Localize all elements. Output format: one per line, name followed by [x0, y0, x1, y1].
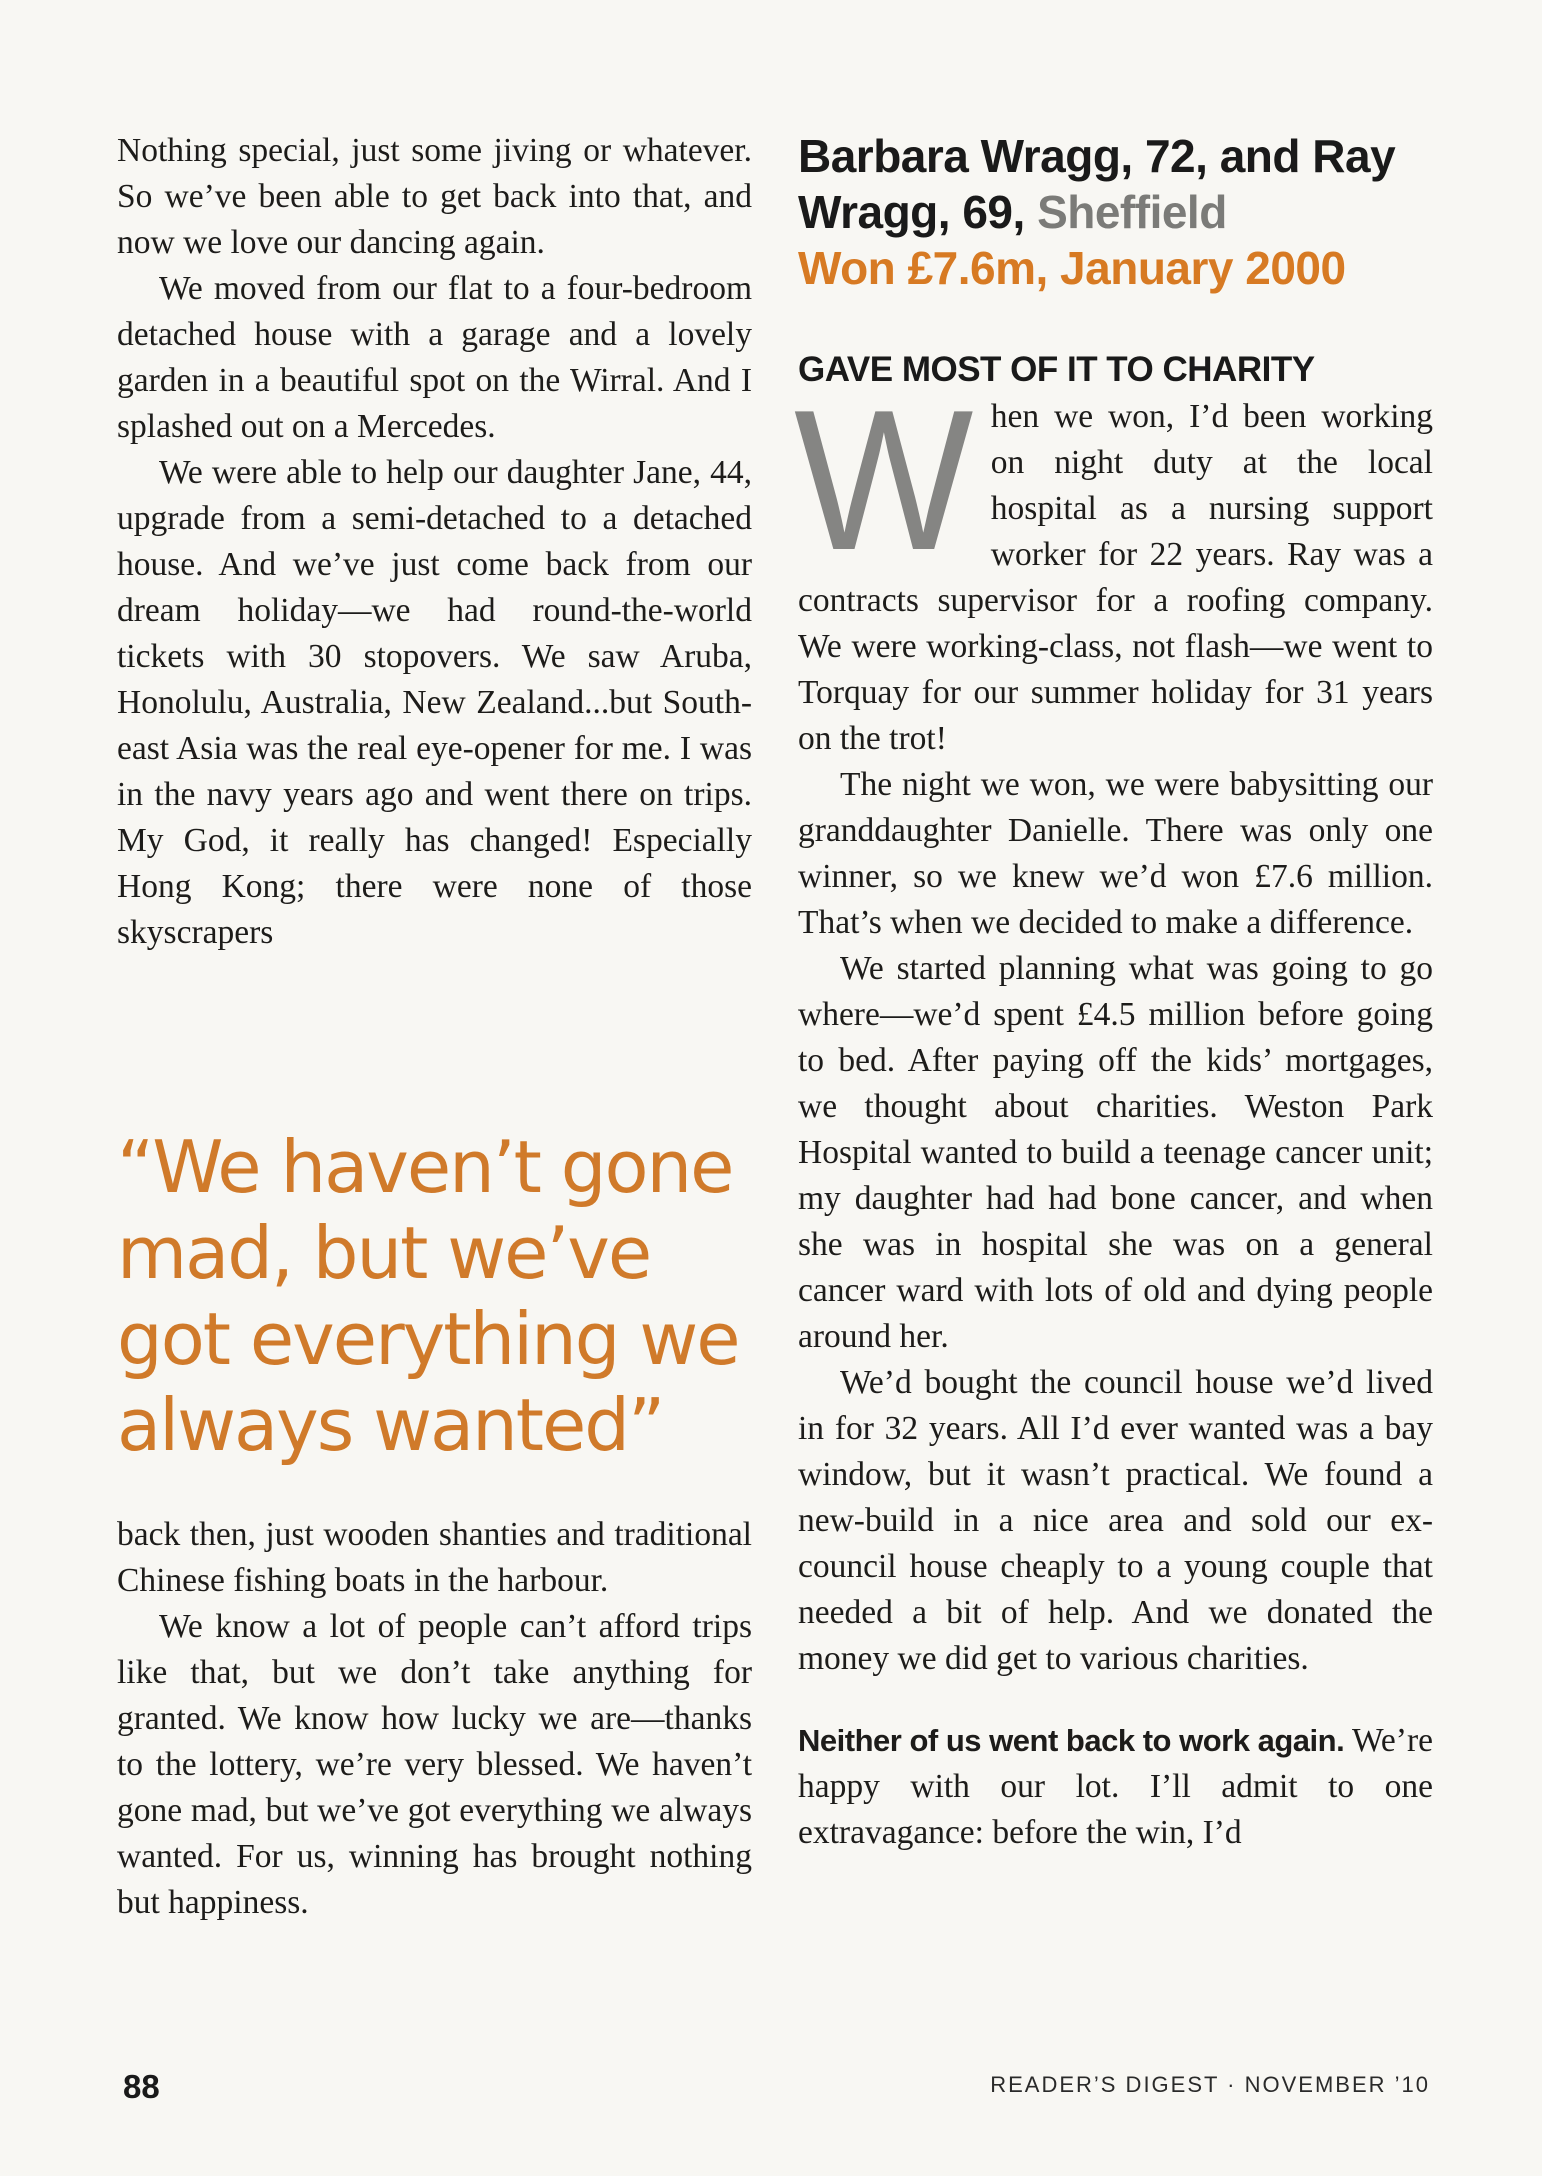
- pull-quote: “We haven’t gone mad, but we’ve got everything we always wanted”: [117, 1125, 739, 1467]
- last-paragraph-text: We’re happy with our lot. I’ll admit to one extravagance: before the win, I’d: [798, 1722, 1433, 1851]
- heading-names: Barbara Wragg, 72, and Ray Wragg, 69,: [798, 130, 1396, 238]
- body-paragraph: Nothing special, just some jiving or whatever. So we’ve been able to get back into that, and now we love our dancing again.: [117, 132, 752, 261]
- first-paragraph-text: hen we won, I’d been working on night duty at the local hospital as a nursing support worker for 22 years. Ray was a contracts supervisor for a roofing company. We were working-class, not flash—we went to Torquay for our summer holiday for 31 years on the trot!: [798, 398, 1433, 757]
- heading-winnings: Won £7.6m, January 2000: [798, 242, 1346, 294]
- left-column-top: [117, 128, 752, 956]
- section-heading: [798, 128, 1433, 240]
- right-column: [794, 128, 1433, 1856]
- drop-cap: W: [794, 369, 968, 592]
- body-paragraph: We know a lot of people can’t afford trips like that, but we don’t take anything for granted. We know how lucky we are—thanks to the lottery, we’re very blessed. We haven’t gone mad, but we’ve got everything we always wanted. For us, winning has brought nothing but happiness.: [117, 1608, 752, 1921]
- left-column-bottom: [117, 1512, 752, 1926]
- body-paragraph: We moved from our flat to a four-bedroom detached house with a garage and a lovely garden in a beautiful spot on the Wirral. And I splashed out on a Mercedes.: [117, 270, 752, 445]
- body-paragraph: We were able to help our daughter Jane, 44, upgrade from a semi-detached to a detached house. And we’ve just come back from our dream holiday—we had round-the-world tickets with 30 stopovers. We saw Aruba, Honolulu, Australia, New Zealand...but South-east Asia was the real eye-opener for me. I was in the navy years ago and went there on trips. My God, it really has changed! Especially Hong Kong; there were none of those skyscrapers: [117, 454, 752, 951]
- subhead: GAVE MOST OF IT TO CHARITY: [798, 350, 1315, 389]
- bold-lead: Neither of us went back to work again.: [798, 1723, 1345, 1758]
- running-head: READER’S DIGEST · NOVEMBER ’10: [990, 2072, 1430, 2097]
- body-paragraph: We’d bought the council house we’d lived in for 32 years. All I’d ever wanted was a bay window, but it wasn’t practical. We found a new-build in a nice area and sold our ex-council house cheaply to a young couple that needed a bit of help. And we donated the money we did get to various charities.: [798, 1364, 1433, 1677]
- page-number: 88: [123, 2068, 160, 2105]
- body-paragraph: The night we won, we were babysitting our granddaughter Danielle. There was only one winner, so we knew we’d won £7.6 million. That’s when we decided to make a difference.: [798, 766, 1433, 941]
- body-paragraph: We started planning what was going to go where—we’d spent £4.5 million before going to bed. After paying off the kids’ mortgages, we thought about charities. Weston Park Hospital wanted to build a teenage cancer unit; my daughter had had bone cancer, and when she was in hospital she was on a general cancer ward with lots of old and dying people around her.: [798, 950, 1433, 1355]
- body-paragraph-bold-lead: [798, 1718, 1433, 1856]
- heading-city: Sheffield: [1037, 186, 1227, 238]
- body-paragraph: back then, just wooden shanties and traditional Chinese fishing boats in the harbour.: [117, 1516, 752, 1599]
